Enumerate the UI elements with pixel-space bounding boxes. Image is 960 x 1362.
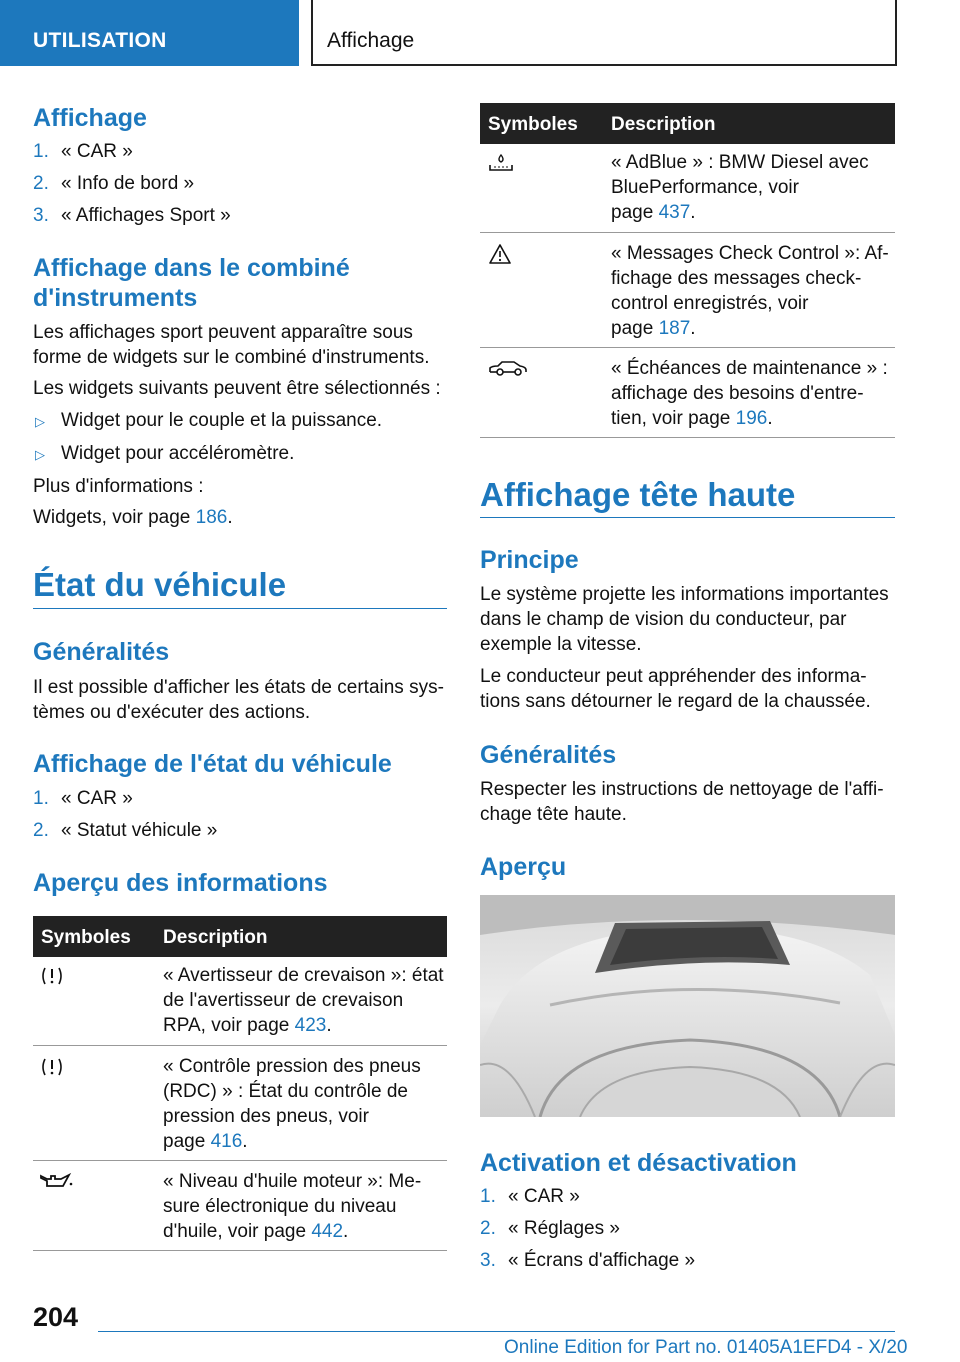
row-divider — [33, 1250, 447, 1251]
symbols-table — [33, 916, 447, 1252]
chapter-label: Affichage — [327, 29, 415, 52]
combine-heading-line2: d'instruments — [33, 284, 198, 312]
paragraph-line: Les widgets suivants peuvent être sélectionnés : — [33, 378, 441, 399]
table-cell-line: affichage des besoins d'entre- — [611, 383, 864, 404]
list-number: 3. — [33, 205, 49, 226]
table-cell-line: BluePerformance, voir — [611, 177, 799, 198]
column-header-symbols: Symboles — [488, 114, 578, 135]
table-cell-line: sure électronique du niveau — [163, 1196, 397, 1217]
principe-heading: Principe — [480, 546, 579, 574]
activation-heading: Activation et désactivation — [480, 1149, 797, 1177]
list-item: « Réglages » — [508, 1218, 620, 1239]
paragraph-line: Les affichages sport peuvent apparaître sous — [33, 322, 413, 343]
table-cell-line: d'huile, voir page 442. — [163, 1221, 349, 1242]
affichage-etat-heading: Affichage de l'état du véhicule — [33, 750, 392, 778]
list-item: « CAR » — [508, 1186, 580, 1207]
list-number: 1. — [33, 141, 49, 162]
table-cell-line: (RDC) » : État du contrôle de — [163, 1081, 408, 1102]
bullet-item: Widget pour le couple et la puissance. — [61, 410, 383, 431]
footer-rule — [98, 1331, 895, 1332]
paragraph-line: Plus d'informations : — [33, 476, 204, 497]
table-cell-line: « Messages Check Control »: Af- — [611, 243, 889, 264]
heading-rule — [33, 608, 447, 609]
row-divider — [33, 1045, 447, 1046]
paragraph-line: Respecter les instructions de nettoyage de l'affi- — [480, 779, 884, 800]
paragraph-line: Il est possible d'afficher les états de certains sys- — [33, 677, 444, 698]
paragraph-line: exemple la vitesse. — [480, 634, 642, 655]
symbols-table — [480, 103, 895, 439]
table-header — [33, 916, 447, 957]
column-header-description: Description — [163, 927, 268, 948]
combine-heading-line1: Affichage dans le combiné — [33, 254, 350, 282]
oil-can-icon — [39, 1172, 73, 1190]
list-number: 3. — [480, 1250, 496, 1271]
generalites-heading: Généralités — [33, 638, 170, 666]
tire-pressure-icon — [41, 1057, 63, 1077]
list-number: 2. — [480, 1218, 496, 1239]
table-cell-line: « Échéances de maintenance » : — [611, 358, 888, 379]
list-number: 2. — [33, 173, 49, 194]
row-divider — [480, 437, 895, 438]
list-item: « Statut véhicule » — [61, 820, 218, 841]
table-cell-line: control enregistrés, voir — [611, 293, 809, 314]
page-link[interactable]: 437 — [658, 202, 691, 223]
table-cell-line: page 187. — [611, 318, 696, 339]
list-item: « Info de bord » — [61, 173, 195, 194]
page-link[interactable]: 416 — [210, 1131, 243, 1152]
row-divider — [480, 347, 895, 348]
section-label: UTILISATION — [33, 29, 167, 52]
bullet-triangle-icon: ▷ — [35, 414, 45, 429]
list-item: « Affichages Sport » — [61, 205, 231, 226]
page-link[interactable]: 196 — [735, 408, 768, 429]
cross-reference: Widgets, voir page 186. — [33, 507, 233, 528]
table-cell-line: « Contrôle pression des pneus — [163, 1056, 421, 1077]
tire-warning-icon — [41, 966, 63, 986]
warning-triangle-icon — [488, 243, 512, 265]
list-number: 2. — [33, 820, 49, 841]
table-cell-line: « AdBlue » : BMW Diesel avec — [611, 152, 869, 173]
hud-heading: Affichage tête haute — [480, 476, 796, 513]
head-up-display-photo — [480, 895, 895, 1117]
apercu-heading: Aperçu des informations — [33, 869, 328, 897]
table-cell-line: fichage des messages check- — [611, 268, 862, 289]
paragraph-line: chage tête haute. — [480, 804, 627, 825]
table-cell-line: « Niveau d'huile moteur »: Me- — [163, 1171, 422, 1192]
chapter-tab — [311, 0, 897, 66]
paragraph-line: forme de widgets sur le combiné d'instruments. — [33, 347, 430, 368]
paragraph-line: tions sans détourner le regard de la chaussée. — [480, 691, 871, 712]
page-link[interactable]: 186 — [195, 507, 228, 528]
section-tab — [0, 0, 299, 66]
paragraph-line: Le système projette les informations importantes — [480, 584, 889, 605]
column-header-symbols: Symboles — [41, 927, 131, 948]
edition-text: Online Edition for Part no. 01405A1EFD4 - X/20 — [504, 1337, 908, 1358]
table-cell-line: page 416. — [163, 1131, 248, 1152]
list-item: « CAR » — [61, 141, 133, 162]
table-cell-line: « Avertisseur de crevaison »: état — [163, 965, 444, 986]
generalites-heading: Généralités — [480, 741, 617, 769]
list-item: « Écrans d'affichage » — [508, 1250, 696, 1271]
bullet-item: Widget pour accéléromètre. — [61, 443, 295, 464]
table-cell-line: pression des pneus, voir — [163, 1106, 369, 1127]
table-cell-line: tien, voir page 196. — [611, 408, 773, 429]
list-number: 1. — [480, 1186, 496, 1207]
table-cell-line: RPA, voir page 423. — [163, 1015, 332, 1036]
row-divider — [480, 232, 895, 233]
affichage-heading: Affichage — [33, 104, 147, 132]
page-link[interactable]: 423 — [294, 1015, 327, 1036]
page-number: 204 — [33, 1302, 79, 1332]
paragraph-line: tèmes ou d'exécuter des actions. — [33, 702, 311, 723]
paragraph-line: Le conducteur peut appréhender des informa- — [480, 666, 867, 687]
heading-rule — [480, 517, 895, 518]
table-cell-line: page 437. — [611, 202, 696, 223]
column-header-description: Description — [611, 114, 716, 135]
apercu-heading: Aperçu — [480, 853, 567, 881]
adblue-icon — [488, 153, 514, 173]
row-divider — [33, 1160, 447, 1161]
list-item: « CAR » — [61, 788, 133, 809]
bullet-triangle-icon: ▷ — [35, 447, 45, 462]
table-cell-line: de l'avertisseur de crevaison — [163, 990, 404, 1011]
paragraph-line: dans le champ de vision du conducteur, par — [480, 609, 847, 630]
list-number: 1. — [33, 788, 49, 809]
page-link[interactable]: 442 — [311, 1221, 344, 1242]
car-service-icon — [488, 360, 528, 378]
etat-heading: État du véhicule — [33, 566, 287, 603]
table-header — [480, 103, 895, 144]
page-link[interactable]: 187 — [658, 318, 691, 339]
